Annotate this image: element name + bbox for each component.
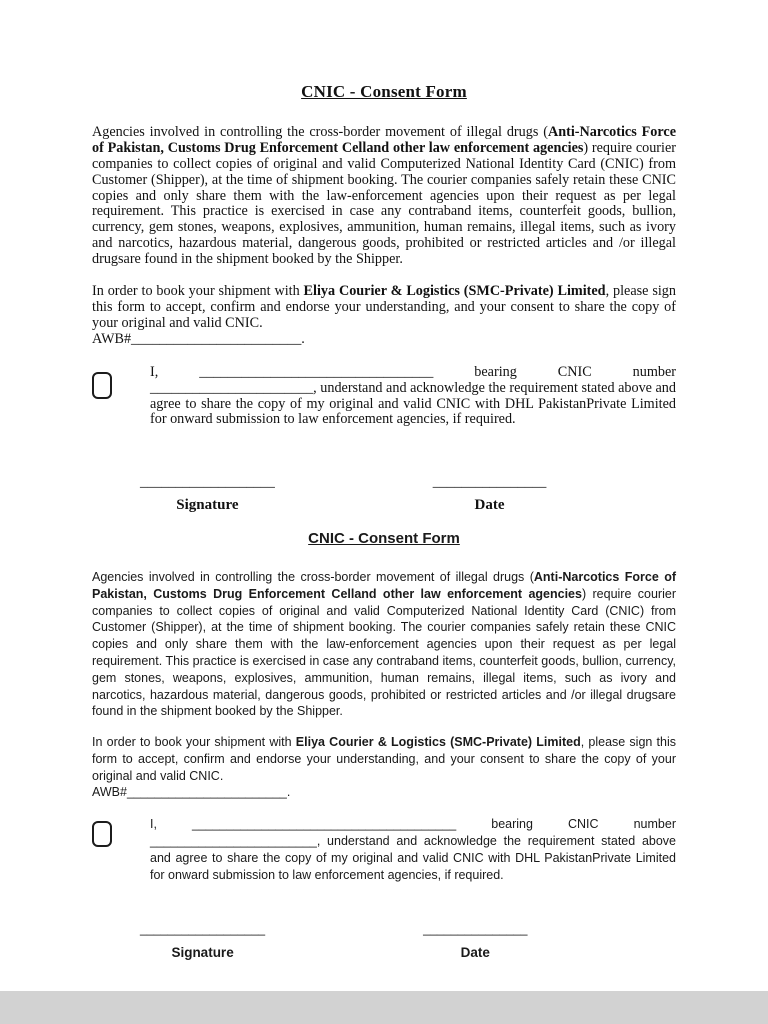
booking-text-post-2: , please sign this form to accept, confirm and endorse your understanding, and your consent to share the copy of your original and valid CNIC. [92,735,676,783]
signature-label: Signature [176,497,239,514]
booking-text-bold-company: Eliya Courier & Logistics (SMC-Private) Limited [303,283,606,300]
consent-form-sans [92,531,676,962]
consent-checkbox[interactable] [92,372,112,399]
consent-form-serif [92,84,676,514]
booking-paragraph-2 [92,734,676,784]
consent-paragraph-2: I, ______________________________________ bearing CNIC number ________________________, understand and acknowledge the requirement stated above and agree to share the copy of my original and valid CNIC with DHL PakistanPrivate Limited for onward submission to law enforcement agencies, if required. [150,817,676,882]
intro-text-bold-agencies-2: Anti-Narcotics Force of Pakistan, Customs Drug Enforcement Celland other law enforcement agencies [92,569,676,601]
booking-text-pre: In order to book your shipment with [92,283,304,300]
intro-text-pre-2: Agencies involved in controlling the cross-border movement of illegal drugs ( [92,569,534,584]
signature-column [140,475,275,514]
booking-text-bold-company-2: Eliya Courier & Logistics (SMC-Private) Limited [295,735,581,750]
date-line-2: _______________ [423,922,528,937]
date-column [433,475,547,514]
document-title-2: CNIC - Consent Form [308,530,460,548]
booking-paragraph [92,284,676,332]
intro-paragraph-2 [92,569,676,720]
document-title: CNIC - Consent Form [301,82,467,101]
awb-number-line: AWB#________________________. [92,330,305,347]
signature-line: ___________________ [140,474,275,491]
signature-column-2 [140,921,265,962]
consent-row [92,365,676,429]
signature-block-2 [140,921,676,962]
date-label-2: Date [460,945,490,961]
consent-checkbox-2[interactable] [92,821,112,847]
date-line: ________________ [432,474,547,491]
intro-text-post: ) require courier companies to collect copies of original and valid Computerized National Identity Card (CNIC) from Customer (Shipper), at the time of shipment booking. The courier companies safely retain these CNIC copies and only share them with the law-enforcement agencies upon their request as per legal requirement. This practice is exercised in case any contraband items, counterfeit goods, bullion, currency, gem stones, weapons, explosives, ammunition, human remains, illegal items, such as ivory and narcotics, hazardous material, dangerous goods, prohibited or restricted articles and /or illegal drugsare found in the shipment booked by the Shipper. [92,139,676,268]
booking-text-pre-2: In order to book your shipment with [92,735,296,750]
page-background-gap [0,991,768,1024]
consent-row-2 [92,816,676,883]
signature-block [140,475,676,514]
intro-text-bold-agencies: Anti-Narcotics Force of Pakistan, Customs Drug Enforcement Celland other law enforcement agencies [92,123,676,156]
booking-text-post: , please sign this form to accept, confirm and endorse your understanding, and your consent to share the copy of your original and valid CNIC. [92,283,676,331]
date-column-2 [423,921,527,962]
awb-number-line-2: AWB#_______________________. [92,785,291,800]
signature-label-2: Signature [171,945,234,961]
intro-text-post-2: ) require courier companies to collect copies of original and valid Computerized National Identity Card (CNIC) from Customer (Shipper), at the time of shipment booking. The courier companies safely retain these CNIC copies and only share them with the law-enforcement agencies upon their request as per legal requirement. This practice is exercised in case any contraband items, counterfeit goods, bullion, currency, gem stones, weapons, explosives, ammunition, human remains, illegal items, such as ivory and narcotics, hazardous material, dangerous goods, prohibited or restricted articles and /or illegal drugsare found in the shipment booked by the Shipper. [92,586,676,719]
consent-paragraph: I, _________________________________ bearing CNIC number _______________________, understand and acknowledge the requirement stated above and agree to share the copy of my original and valid CNIC with DHL PakistanPrivate Limited for onward submission to law enforcement agencies, if required. [150,363,676,428]
intro-paragraph [92,125,676,268]
signature-line-2: __________________ [140,922,266,937]
date-label: Date [474,497,505,514]
intro-text-pre: Agencies involved in controlling the cross-border movement of illegal drugs ( [92,123,548,140]
